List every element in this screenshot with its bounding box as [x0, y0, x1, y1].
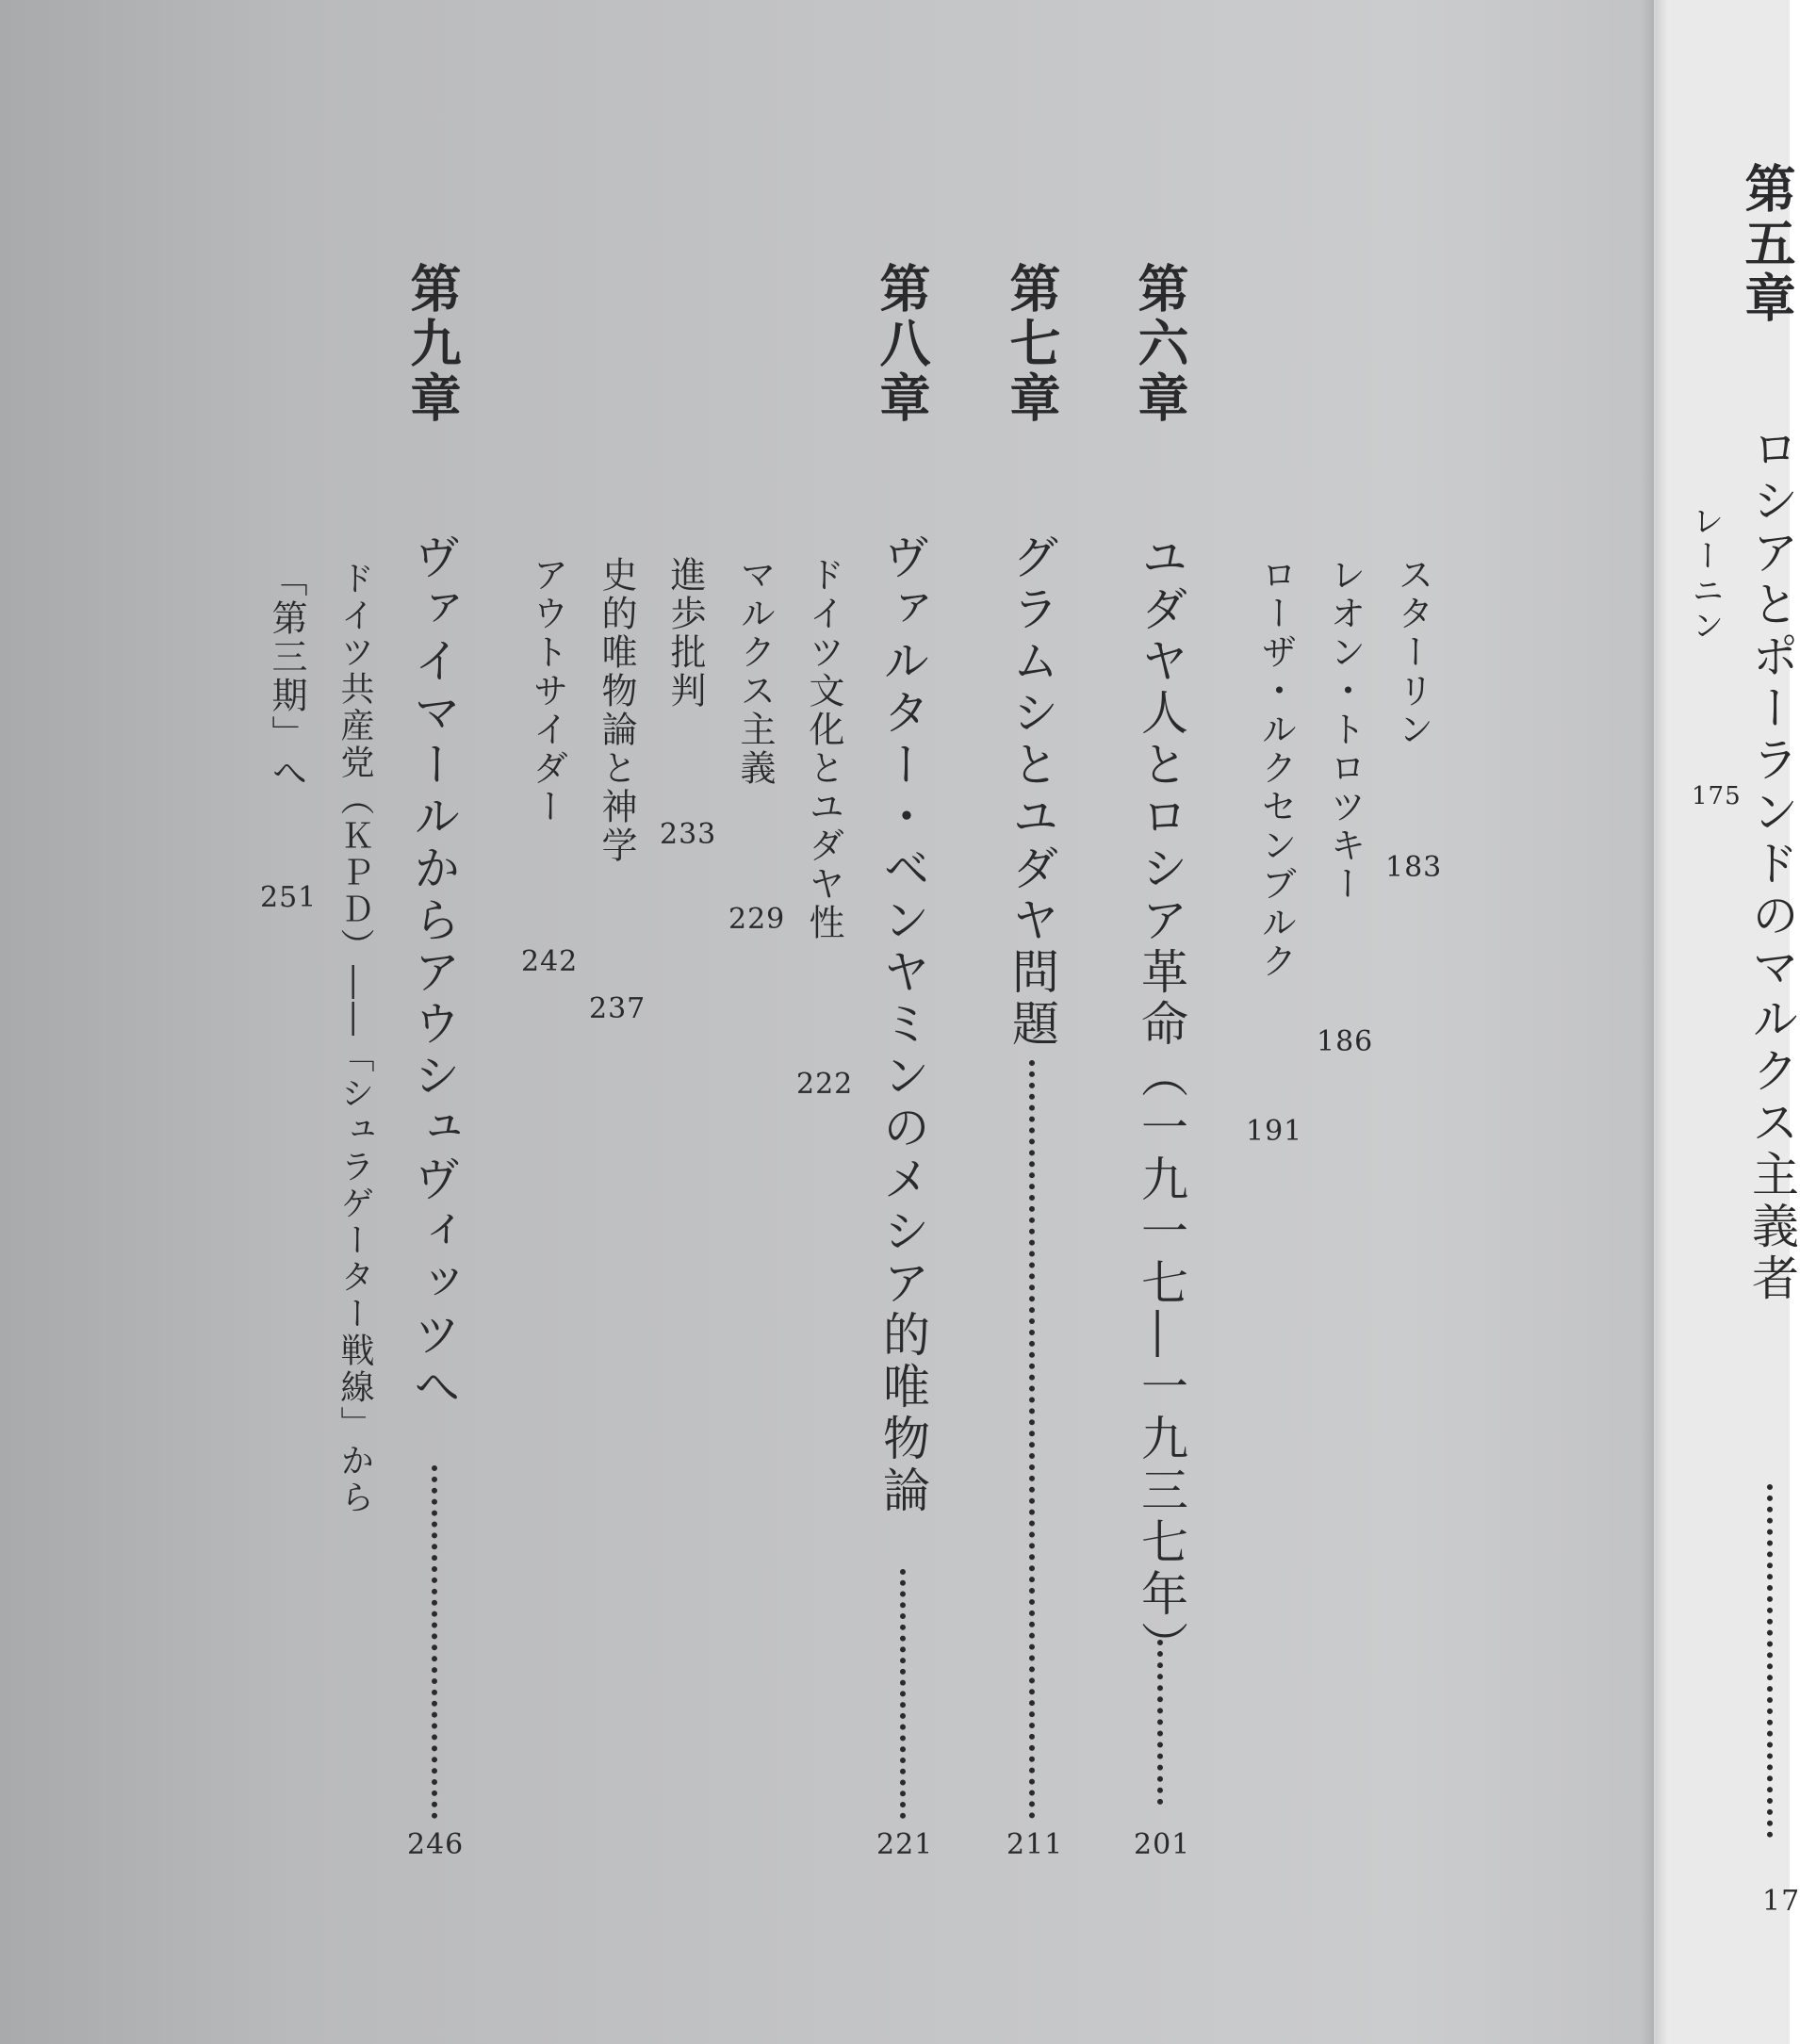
page-number: 183	[1385, 851, 1443, 884]
page-number: 251	[260, 881, 318, 914]
page-number: 233	[660, 818, 717, 851]
chapter-title: ヴァイマールからアウシュヴィッツへ	[406, 532, 461, 1414]
page-number: 222	[796, 1068, 854, 1101]
chapter-label: 第八章	[872, 262, 932, 426]
page-number: 242	[521, 945, 579, 978]
chapter-label: 第六章	[1130, 262, 1190, 426]
chapter-label: 第七章	[1002, 262, 1062, 426]
section-title: 史的唯物論と神学	[596, 556, 637, 865]
section-title: 進歩批判	[664, 556, 706, 711]
section-title: レオン・トロツキー	[1324, 556, 1366, 904]
section-title: スターリン	[1392, 556, 1433, 749]
page-gutter	[1640, 0, 1668, 2044]
leader-dots	[1157, 1640, 1169, 1805]
leader-dots	[432, 1465, 443, 1819]
page-number: 237	[589, 992, 646, 1025]
page-number: 175	[1692, 782, 1742, 810]
section-title: ドイツ共産党（ＫＰＤ）――「シュラゲーター戦線」から	[335, 561, 374, 1516]
page-number: 211	[1006, 1828, 1064, 1861]
section-title: マルクス主義	[734, 556, 776, 788]
page-number: 221	[876, 1828, 934, 1861]
section-title: レーニン	[1686, 504, 1724, 644]
chapter-title: ロシアとポーランドのマルクス主義者	[1744, 424, 1799, 1305]
section-title: アウトサイダー	[527, 556, 568, 826]
leader-dots	[1029, 1060, 1040, 1819]
leader-dots	[1767, 1484, 1778, 1838]
page-number: 186	[1317, 1025, 1374, 1058]
chapter-title: ヴァルター・ベンヤミンのメシア的唯物論	[875, 532, 930, 1517]
page-number: 201	[1134, 1828, 1191, 1861]
section-title: ローザ・ルクセンブルク	[1255, 556, 1297, 981]
leader-dots	[900, 1569, 911, 1819]
section-title: 「第三期」へ	[266, 561, 307, 793]
page-number: 246	[407, 1828, 465, 1861]
section-title: ドイツ文化とユダヤ性	[803, 556, 844, 942]
chapter-title: ユダヤ人とロシア革命（一九一七―一九三七年）	[1134, 532, 1188, 1673]
chapter-label: 第九章	[402, 262, 463, 426]
page-number: 229	[728, 903, 786, 936]
chapter-title: グラムシとユダヤ問題	[1005, 532, 1059, 1051]
chapter-label: 第五章	[1737, 162, 1797, 326]
page-number: 191	[1246, 1115, 1303, 1148]
page-number: 17	[1762, 1885, 1800, 1918]
